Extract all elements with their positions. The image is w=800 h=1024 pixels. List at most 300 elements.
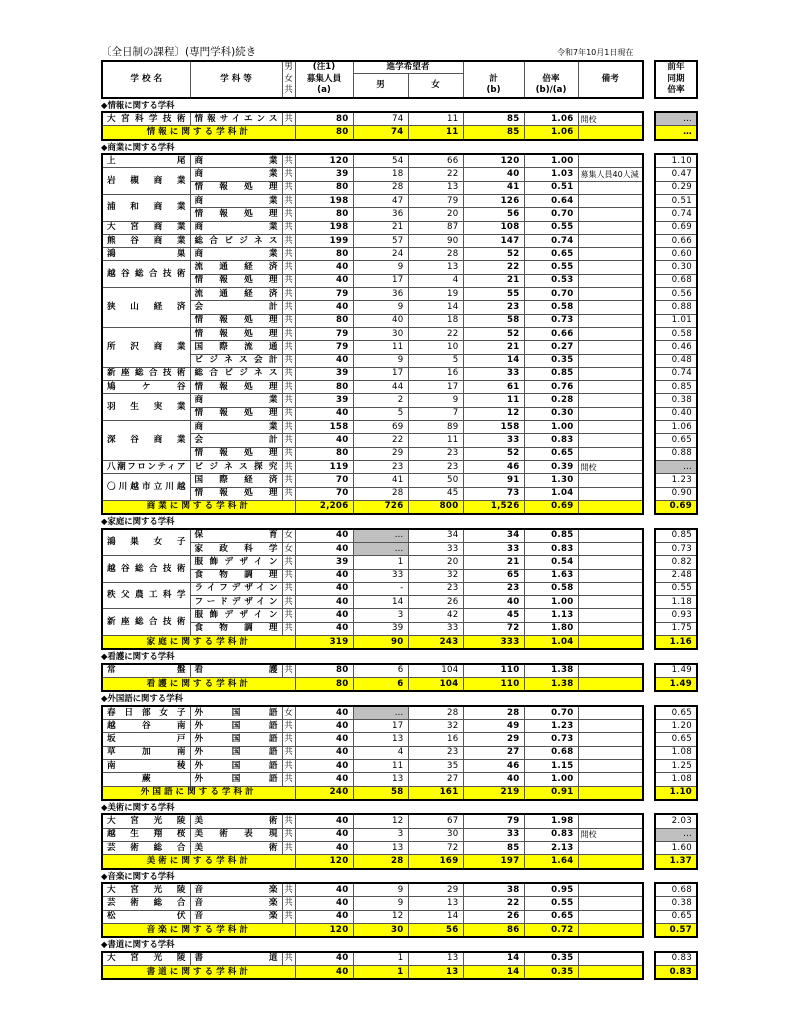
male-count: 9 [353, 301, 408, 314]
female-count: 87 [408, 221, 463, 234]
gender: 共 [282, 664, 295, 678]
male-count: 74 [353, 112, 408, 126]
dept-name: 服飾デザイン [190, 609, 282, 622]
recruit-count: 39 [295, 367, 353, 380]
table-row [102, 248, 643, 261]
male-count: 47 [353, 194, 408, 207]
school-name: 常盤 [102, 664, 190, 678]
school-name: 鴻巣女子 [102, 529, 190, 556]
total-note [578, 924, 643, 938]
school-name: 鳩ケ谷 [102, 381, 190, 394]
recruit-count: 40 [295, 301, 353, 314]
dept-name: ライフデザイン [190, 582, 282, 595]
table-row [102, 897, 643, 910]
prev-label-2: 同期 [667, 73, 685, 84]
total-note [578, 786, 643, 800]
ratio: 0.65 [524, 447, 578, 460]
ratio: 0.70 [524, 208, 578, 221]
ratio: 0.70 [524, 706, 578, 720]
female-count: 19 [408, 288, 463, 301]
ratio: 1.13 [524, 609, 578, 622]
male-count: 13 [353, 773, 408, 786]
total-count: 40 [463, 168, 524, 181]
total-label: 計 [489, 73, 498, 84]
recruit-count: 40 [295, 746, 353, 759]
recruit-count: 198 [295, 194, 353, 207]
prev-row [655, 208, 697, 221]
section-title: ◆音楽に関する学科 [101, 870, 175, 881]
prev-row [655, 248, 697, 261]
prev-ratio: 0.47 [655, 168, 697, 181]
dept-name: 看護 [190, 664, 282, 678]
ratio: 0.73 [524, 733, 578, 746]
col-recruit [295, 61, 353, 98]
female-count: 11 [408, 112, 463, 126]
female-count: 42 [408, 609, 463, 622]
recruit-count: 70 [295, 487, 353, 500]
female-count: 14 [408, 301, 463, 314]
ratio: 0.30 [524, 407, 578, 420]
prev-ratio-table [654, 882, 698, 938]
table-row [102, 664, 643, 678]
total-count: 28 [463, 706, 524, 720]
male-count: 36 [353, 288, 408, 301]
ratio: 2.13 [524, 842, 578, 855]
recruit-count: 40 [295, 354, 353, 367]
total-count: 72 [463, 622, 524, 635]
total-recruit: 80 [295, 126, 353, 140]
male-count: 4 [353, 746, 408, 759]
gender: 共 [282, 897, 295, 910]
male-count: 17 [353, 367, 408, 380]
gender: 共 [282, 301, 295, 314]
total-recruit: 120 [295, 855, 353, 869]
female-count: 13 [408, 181, 463, 194]
dept-name: 商業 [190, 154, 282, 168]
gender: 共 [282, 814, 295, 828]
female-count: 22 [408, 327, 463, 340]
total-count: 14 [463, 354, 524, 367]
total-recruit: 319 [295, 635, 353, 649]
note [578, 221, 643, 234]
ratio: 0.39 [524, 460, 578, 473]
gender: 共 [282, 760, 295, 773]
recruit-count: 40 [295, 569, 353, 582]
gender: 共 [282, 327, 295, 340]
prev-ratio-table [654, 663, 698, 693]
total-female: 13 [408, 966, 463, 980]
prev-row [655, 910, 697, 923]
prev-total-ratio: 1.10 [655, 786, 697, 800]
prev-ratio: 0.88 [655, 447, 697, 460]
recruit-count: 39 [295, 168, 353, 181]
female-count: 7 [408, 407, 463, 420]
gender: 共 [282, 341, 295, 354]
ratio: 1.00 [524, 154, 578, 168]
total-row [102, 678, 643, 692]
gender: 共 [282, 773, 295, 786]
note [578, 733, 643, 746]
prev-ratio: 0.68 [655, 274, 697, 287]
recruit-count: 198 [295, 221, 353, 234]
recruit-count: 80 [295, 181, 353, 194]
prev-row [655, 952, 697, 966]
male-count: … [353, 706, 408, 720]
school-name: 大宮科学技術 [102, 112, 190, 126]
total-applicants: 14 [463, 966, 524, 980]
note: 開校 [578, 828, 643, 841]
note: 開校 [578, 112, 643, 126]
col-total [463, 61, 524, 98]
prev-row [655, 381, 697, 394]
section-tables [101, 882, 698, 938]
prev-row [655, 194, 697, 207]
gender: 女 [282, 706, 295, 720]
total-count: 22 [463, 897, 524, 910]
dept-name: ビジネス会計 [190, 354, 282, 367]
prev-row [655, 529, 697, 543]
total-recruit: 120 [295, 924, 353, 938]
ratio: 1.00 [524, 421, 578, 434]
male-count: 69 [353, 421, 408, 434]
total-count: 22 [463, 261, 524, 274]
ratio: 1.30 [524, 474, 578, 487]
prev-total-row [655, 855, 697, 869]
table-row [102, 381, 643, 394]
prev-ratio: 0.69 [655, 221, 697, 234]
male-count: … [353, 529, 408, 543]
total-applicants: 86 [463, 924, 524, 938]
prev-ratio: 1.10 [655, 154, 697, 168]
recruit-count: 80 [295, 447, 353, 460]
prev-row [655, 760, 697, 773]
female-count: 33 [408, 542, 463, 555]
total-count: 40 [463, 596, 524, 609]
recruit-count: 40 [295, 773, 353, 786]
ratio: 0.83 [524, 434, 578, 447]
table-row [102, 556, 643, 569]
note [578, 897, 643, 910]
recruit-count: 40 [295, 733, 353, 746]
male-count: 36 [353, 208, 408, 221]
prev-ratio-table [654, 153, 698, 515]
female-count: 90 [408, 234, 463, 247]
prev-total-ratio: … [655, 126, 697, 140]
table-row [102, 460, 643, 473]
table-row [102, 168, 643, 181]
dept-name: 情報処理 [190, 381, 282, 394]
school-name: 新座総合技術 [102, 609, 190, 636]
total-label: 情報に関する学科計 [102, 126, 295, 140]
note [578, 434, 643, 447]
gender: 共 [282, 221, 295, 234]
total-count: 52 [463, 248, 524, 261]
prev-ratio: 0.60 [655, 248, 697, 261]
table-header [101, 60, 698, 99]
total-recruit: 240 [295, 786, 353, 800]
ratio: 1.00 [524, 773, 578, 786]
dept-name: 保育 [190, 529, 282, 543]
prev-ratio: 1.25 [655, 760, 697, 773]
ratio: 1.98 [524, 814, 578, 828]
dept-name: 商業 [190, 194, 282, 207]
spacer [527, 62, 576, 74]
recruit-count: 199 [295, 234, 353, 247]
ratio: 0.54 [524, 556, 578, 569]
recruit-count: 40 [295, 842, 353, 855]
school-name: 草加南 [102, 746, 190, 759]
dept-name: 外国語 [190, 760, 282, 773]
note [578, 274, 643, 287]
prev-ratio: 0.88 [655, 301, 697, 314]
prev-row [655, 407, 697, 420]
gender: 共 [282, 569, 295, 582]
prev-row [655, 842, 697, 855]
note [578, 773, 643, 786]
total-label: 書道に関する学科計 [102, 966, 295, 980]
female-count: 14 [408, 910, 463, 923]
total-count: 40 [463, 773, 524, 786]
ratio: 1.38 [524, 664, 578, 678]
prev-row [655, 773, 697, 786]
dept-name: 流通経済 [190, 261, 282, 274]
female-count: 9 [408, 394, 463, 407]
dept-name: 外国語 [190, 733, 282, 746]
note [578, 556, 643, 569]
gender: 共 [282, 181, 295, 194]
gender: 共 [282, 910, 295, 923]
total-note [578, 966, 643, 980]
prev-ratio: 1.75 [655, 622, 697, 635]
school-name: 大宮光陵 [102, 883, 190, 897]
recruit-count: 40 [295, 720, 353, 733]
total-row [102, 855, 643, 869]
recruit-count: 40 [295, 760, 353, 773]
sections [101, 100, 698, 981]
male-count: 1 [353, 556, 408, 569]
female-count: 17 [408, 381, 463, 394]
col-ratio [524, 61, 578, 98]
ratio: 0.70 [524, 288, 578, 301]
total-recruit: 40 [295, 966, 353, 980]
prev-row [655, 556, 697, 569]
total-count: 12 [463, 407, 524, 420]
recruit-count: 40 [295, 542, 353, 555]
ratio: 0.35 [524, 952, 578, 966]
note [578, 487, 643, 500]
gender: 共 [282, 288, 295, 301]
total-count: 21 [463, 556, 524, 569]
table-row [102, 474, 643, 487]
dept-name: 書道 [190, 952, 282, 966]
total-symbol: (b) [486, 85, 501, 95]
male-count: 29 [353, 447, 408, 460]
prev-row [655, 582, 697, 595]
male-count: 28 [353, 487, 408, 500]
prev-ratio: 0.74 [655, 367, 697, 380]
female-count: 16 [408, 367, 463, 380]
prev-row [655, 460, 697, 473]
male-count: 22 [353, 434, 408, 447]
recruit-count: 79 [295, 327, 353, 340]
table-row [102, 706, 643, 720]
note [578, 814, 643, 828]
total-row [102, 966, 643, 980]
total-count: 21 [463, 341, 524, 354]
prev-ratio-table [654, 951, 698, 981]
gender: 共 [282, 421, 295, 434]
school-name: 松伏 [102, 910, 190, 923]
section-table [101, 663, 644, 693]
dept-name: 食物調理 [190, 569, 282, 582]
prev-ratio: 0.55 [655, 582, 697, 595]
total-count: 33 [463, 542, 524, 555]
prev-row [655, 154, 697, 168]
total-count: 29 [463, 733, 524, 746]
total-count: 73 [463, 487, 524, 500]
dept-name: 商業 [190, 394, 282, 407]
total-count: 52 [463, 327, 524, 340]
school-name: 所沢商業 [102, 327, 190, 367]
section-title: ◆外国語に関する学科 [101, 693, 183, 704]
recruit-count: 80 [295, 112, 353, 126]
dept-name: 情報処理 [190, 407, 282, 420]
male-count: 13 [353, 842, 408, 855]
male-count: 2 [353, 394, 408, 407]
female-count: 72 [408, 842, 463, 855]
gender-coed-label: 共 [284, 85, 293, 95]
gender: 共 [282, 582, 295, 595]
ratio: 0.27 [524, 341, 578, 354]
note [578, 341, 643, 354]
gender: 共 [282, 596, 295, 609]
total-count: 79 [463, 814, 524, 828]
male-count: 12 [353, 814, 408, 828]
recruit-label: 募集人員 [306, 73, 342, 84]
recruit-count: 40 [295, 814, 353, 828]
male-count: 54 [353, 154, 408, 168]
section-tables [101, 663, 698, 693]
dept-name: 音楽 [190, 910, 282, 923]
total-count: 45 [463, 609, 524, 622]
female-count: 27 [408, 773, 463, 786]
dept-name: 情報処理 [190, 327, 282, 340]
ratio: 0.28 [524, 394, 578, 407]
prev-row [655, 168, 697, 181]
gender: 共 [282, 474, 295, 487]
prev-ratio-table [654, 705, 698, 801]
col-note: 備考 [578, 61, 643, 98]
prev-ratio: 0.38 [655, 897, 697, 910]
school-name: 浦和商業 [102, 194, 190, 221]
school-name: 岩槻商業 [102, 168, 190, 195]
gender: 共 [282, 354, 295, 367]
prev-total-ratio: 0.57 [655, 924, 697, 938]
prev-ratio: 0.73 [655, 542, 697, 555]
prev-row [655, 596, 697, 609]
col-school: 学 校 名 [102, 61, 190, 98]
total-note [578, 500, 643, 514]
table-row [102, 529, 643, 543]
prev-row [655, 341, 697, 354]
total-count: 34 [463, 529, 524, 543]
total-count: 58 [463, 314, 524, 327]
prev-ratio: 0.90 [655, 487, 697, 500]
female-count: 32 [408, 569, 463, 582]
note [578, 194, 643, 207]
prev-row [655, 274, 697, 287]
recruit-count: 40 [295, 897, 353, 910]
total-female: 800 [408, 500, 463, 514]
recruit-count: 40 [295, 261, 353, 274]
male-count: 11 [353, 341, 408, 354]
prev-total-row [655, 786, 697, 800]
recruit-count: 40 [295, 609, 353, 622]
prev-row [655, 301, 697, 314]
female-count: 50 [408, 474, 463, 487]
total-count: 38 [463, 883, 524, 897]
total-count: 46 [463, 760, 524, 773]
total-female: 56 [408, 924, 463, 938]
male-count: 21 [353, 221, 408, 234]
dept-name: 美術 [190, 814, 282, 828]
table-row [102, 421, 643, 434]
prev-row [655, 421, 697, 434]
total-row [102, 786, 643, 800]
table-row [102, 394, 643, 407]
table-row [102, 883, 643, 897]
section-title: ◆情報に関する学科 [101, 99, 175, 110]
table-row [102, 720, 643, 733]
total-ratio: 0.72 [524, 924, 578, 938]
female-count: 35 [408, 760, 463, 773]
male-count: … [353, 542, 408, 555]
col-prev-ratio [655, 61, 697, 98]
dept-name: 家政科学 [190, 542, 282, 555]
prev-row [655, 394, 697, 407]
gender-female-label: 女 [284, 73, 293, 84]
prev-ratio: 0.30 [655, 261, 697, 274]
female-count: 13 [408, 952, 463, 966]
total-count: 27 [463, 746, 524, 759]
gender: 共 [282, 447, 295, 460]
gender: 共 [282, 883, 295, 897]
male-count: 1 [353, 952, 408, 966]
section-tables [101, 528, 698, 651]
female-count: 5 [408, 354, 463, 367]
dept-name: 外国語 [190, 720, 282, 733]
total-recruit: 80 [295, 678, 353, 692]
school-name: 羽生実業 [102, 394, 190, 421]
total-count: 56 [463, 208, 524, 221]
prev-row [655, 327, 697, 340]
male-count: 3 [353, 828, 408, 841]
section-title: ◆美術に関する学科 [101, 801, 175, 812]
section-table [101, 111, 644, 141]
table-row [102, 261, 643, 274]
prev-row [655, 828, 697, 841]
ratio: 1.04 [524, 487, 578, 500]
ratio: 1.06 [524, 112, 578, 126]
total-count: 110 [463, 664, 524, 678]
total-count: 65 [463, 569, 524, 582]
total-applicants: 85 [463, 126, 524, 140]
note [578, 314, 643, 327]
school-name: 坂戸 [102, 733, 190, 746]
note [578, 261, 643, 274]
prev-total-ratio: 0.69 [655, 500, 697, 514]
total-female: 243 [408, 635, 463, 649]
